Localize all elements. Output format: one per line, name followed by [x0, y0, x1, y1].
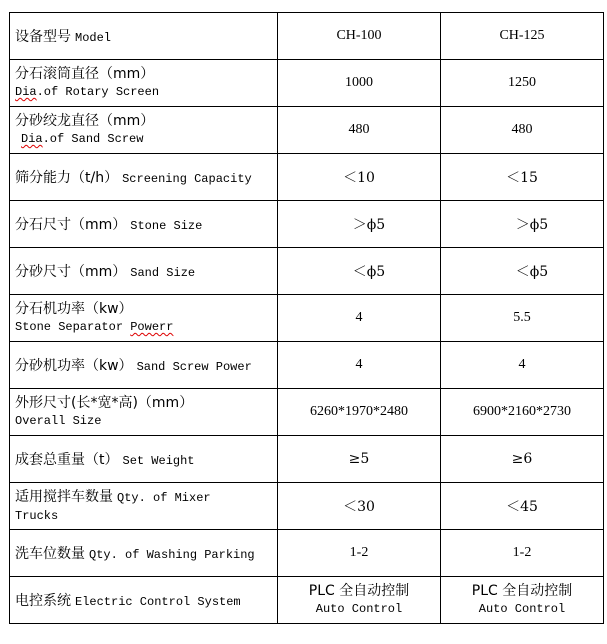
label-cell	[10, 295, 278, 342]
label-cell	[10, 13, 278, 60]
column-header-ch125: CH-125	[441, 13, 604, 60]
label-zh: 分砂尺寸（mm）	[15, 264, 127, 280]
value-zh: PLC 全自动控制	[471, 583, 573, 599]
label-en: Screening Capacity	[122, 172, 252, 186]
spec-table	[9, 12, 604, 624]
value-ch125: 5.5	[441, 295, 604, 342]
label-en-line-2: Trucks	[15, 508, 59, 523]
label-cell	[10, 107, 278, 154]
column-header-ch100: CH-100	[278, 13, 441, 60]
value-ch125: ≥6	[441, 436, 604, 483]
table-row-rotary-screen	[10, 60, 604, 107]
label-en: Sand Size	[130, 266, 196, 280]
value-ch125: ＜15	[441, 154, 604, 201]
table-row-stone-separator-power	[10, 295, 604, 342]
label-cell	[10, 248, 278, 295]
label-zh: 筛分能力（t/h）	[15, 170, 119, 186]
value-en: Auto Control	[315, 602, 403, 616]
label-zh: 分砂绞龙直径（mm）	[15, 113, 155, 129]
value-ch125: 480	[441, 107, 604, 154]
value-ch100: 4	[278, 295, 441, 342]
value-ch100	[278, 577, 441, 624]
value-ch100	[278, 201, 441, 248]
label-cell	[10, 483, 278, 530]
table-row-set-weight	[10, 436, 604, 483]
table-row-mixer-trucks	[10, 483, 604, 530]
value-ch125: 4	[441, 342, 604, 389]
value-ch100: 480	[278, 107, 441, 154]
label-en: Sand Screw Power	[136, 360, 252, 374]
value-ch125	[441, 201, 604, 248]
label-en-rest: .of Sand Screw	[42, 132, 144, 146]
value-ch100: 1-2	[278, 530, 441, 577]
table-row-model	[10, 13, 604, 60]
label-zh: 成套总重量（t）	[15, 452, 119, 468]
label-cell	[10, 60, 278, 107]
label-en: Electric Control System	[75, 595, 241, 609]
value-text: ＞ϕ5	[352, 217, 386, 233]
value-zh: PLC 全自动控制	[308, 583, 410, 599]
label-zh: 外形尺寸(长*宽*高)（mm）	[15, 395, 194, 411]
value-ch125	[441, 248, 604, 295]
label-zh: 分石滚筒直径（mm）	[15, 66, 155, 82]
value-ch100: ＜10	[278, 154, 441, 201]
value-en: Auto Control	[478, 602, 566, 616]
table-row-control-system	[10, 577, 604, 624]
label-line-1	[15, 488, 277, 507]
label-zh: 分砂机功率（kw）	[15, 358, 133, 374]
label-en: Model	[75, 31, 112, 45]
label-cell	[10, 342, 278, 389]
value-ch125	[441, 577, 604, 624]
label-en	[15, 130, 277, 148]
table-row-sand-screw	[10, 107, 604, 154]
value-text: ＜ϕ5	[515, 264, 549, 280]
label-cell	[10, 530, 278, 577]
label-en-main: Stone Separator	[15, 320, 131, 334]
label-en-prefix: Dia	[15, 85, 37, 99]
label-zh: 适用搅拌车数量	[15, 488, 113, 505]
table-row-sand-screw-power	[10, 342, 604, 389]
value-ch125: 1250	[441, 60, 604, 107]
label-zh: 分石机功率（kw）	[15, 301, 133, 317]
label-en-prefix: Dia	[21, 132, 43, 146]
label-cell	[10, 436, 278, 483]
value-ch100: 4	[278, 342, 441, 389]
label-zh: 电控系统	[15, 593, 71, 609]
label-en	[15, 83, 277, 101]
label-en: Qty. of Mixer	[117, 490, 211, 505]
label-en	[15, 318, 277, 336]
label-cell	[10, 201, 278, 248]
value-ch100: ＜30	[278, 483, 441, 530]
value-ch100: 1000	[278, 60, 441, 107]
label-en: Set Weight	[122, 454, 195, 468]
table-row-overall-size	[10, 389, 604, 436]
value-ch100	[278, 248, 441, 295]
value-ch100: ≥5	[278, 436, 441, 483]
label-en: Overall Size	[15, 414, 102, 428]
label-zh: 设备型号	[15, 29, 71, 45]
table-row-sand-size	[10, 248, 604, 295]
label-en-rest: .of Rotary Screen	[36, 85, 160, 99]
value-text: ＞ϕ5	[515, 217, 549, 233]
label-en: Qty. of Washing Parking	[89, 548, 255, 562]
label-cell	[10, 577, 278, 624]
label-en: Stone Size	[130, 219, 203, 233]
value-ch100: 6260*1970*2480	[278, 389, 441, 436]
label-cell	[10, 154, 278, 201]
table-row-stone-size	[10, 201, 604, 248]
value-ch125: 1-2	[441, 530, 604, 577]
table-row-washing-parking	[10, 530, 604, 577]
label-zh: 分石尺寸（mm）	[15, 217, 127, 233]
value-ch125: 6900*2160*2730	[441, 389, 604, 436]
label-cell	[10, 389, 278, 436]
label-zh: 洗车位数量	[15, 546, 85, 562]
value-text: ＜ϕ5	[352, 264, 386, 280]
value-ch125: ＜45	[441, 483, 604, 530]
table-row-screening-capacity	[10, 154, 604, 201]
label-en-typo: Powerr	[130, 320, 174, 334]
